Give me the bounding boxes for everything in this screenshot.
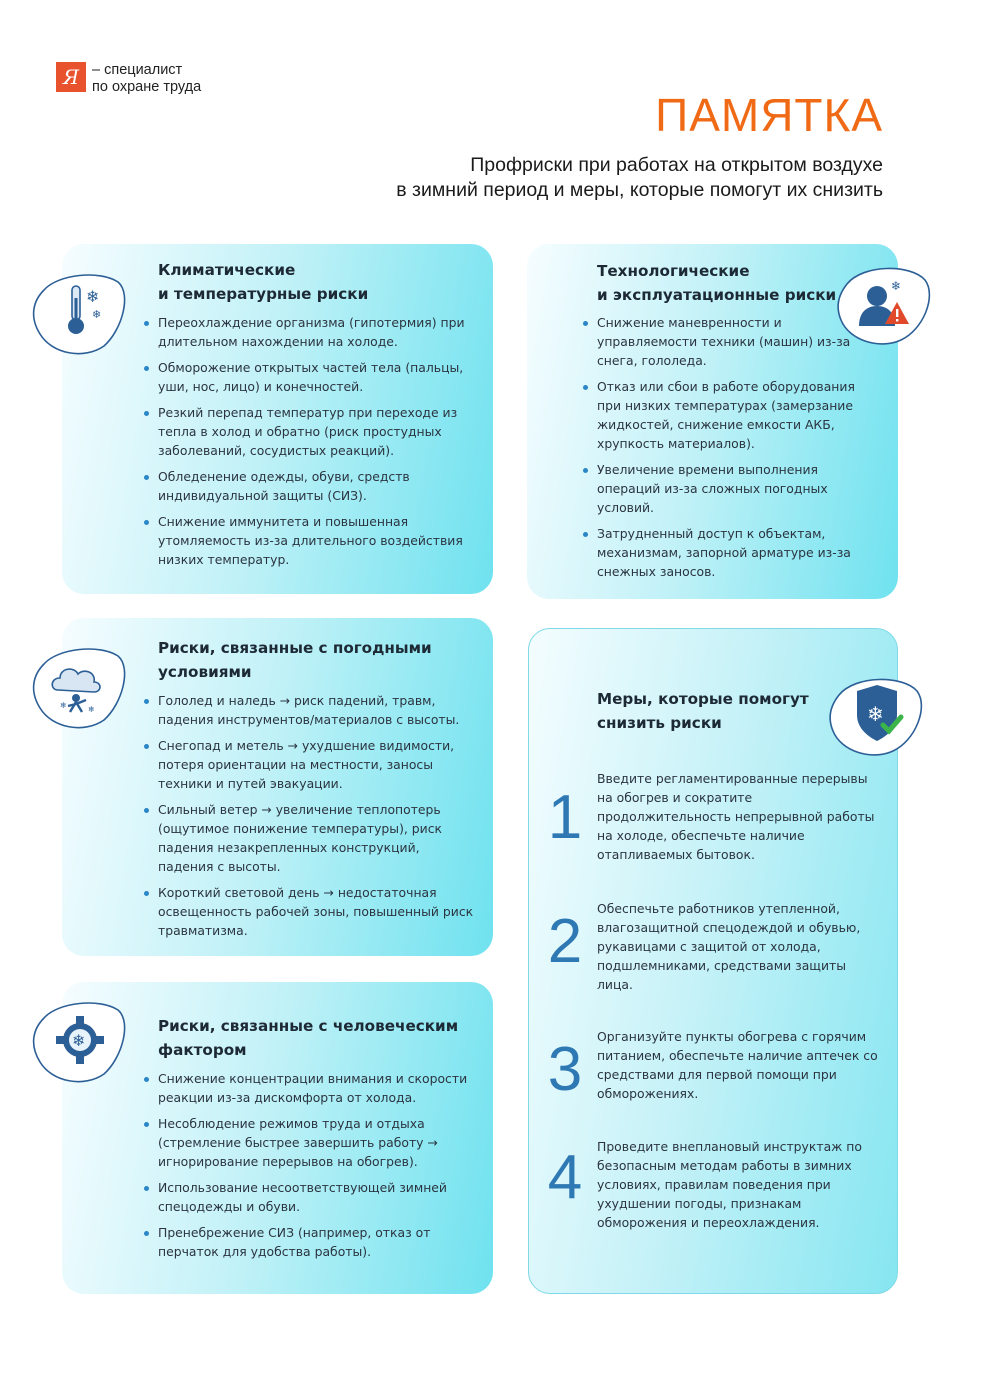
svg-text:❄: ❄: [92, 308, 102, 321]
step-number: 1: [547, 783, 583, 852]
snow-cloud-icon: [30, 642, 128, 730]
list-item: Снегопад и метель → ухудшение видимости, потеря ориентации на местности, заносы техники и путей эвакуации.: [142, 736, 475, 793]
title-line: Климатические: [158, 261, 296, 279]
step-text: Введите регламентированные перерывы на обогрев и сократите продолжительность непрерывной работы на холоде, обеспечьте наличие отапливаемых бытовок.: [597, 771, 875, 862]
title-line: и эксплуатационные риски: [597, 286, 837, 304]
list-item: Несоблюдение режимов труда и отдыха (стремление быстрее завершить работу → игнорирование перерывов на обогрев).: [142, 1114, 475, 1171]
shield-snowflake-check-icon: [827, 671, 925, 759]
list-item: Гололед и наледь → риск падений, травм, падения инструментов/материалов с высоты.: [142, 691, 475, 729]
weather-risks-card: [62, 618, 493, 956]
tech-risks-title: [597, 259, 836, 307]
human-risks-list: [142, 1069, 475, 1268]
step-number: 4: [547, 1143, 583, 1212]
list-item: Использование несоответствующей зимней спецодежды и обуви.: [142, 1178, 475, 1216]
page-title: ПАМЯТКА: [655, 89, 883, 141]
human-risks-card: [62, 982, 493, 1294]
step-text: Обеспечьте работников утепленной, влагозащитной спецодеждой и обувью, рукавицами с защитой от холода, подшлемниками, средствами защиты лица.: [597, 901, 861, 992]
list-item: Снижение иммунитета и повышенная утомляемость из-за длительного воздействия низких температур.: [142, 512, 475, 569]
step-number: 2: [547, 907, 583, 976]
svg-text:❄: ❄: [86, 287, 100, 306]
logo-mark: Я: [56, 62, 86, 92]
logo-text: [92, 62, 201, 96]
step-number: 3: [547, 1035, 583, 1104]
weather-risks-list: [142, 691, 475, 947]
logo: [56, 62, 201, 96]
list-item: Короткий световой день → недостаточная освещенность рабочей зоны, повышенный риск травматизма.: [142, 883, 475, 940]
list-item: Переохлаждение организма (гипотермия) при длительном нахождении на холоде.: [142, 313, 475, 351]
svg-text:❄: ❄: [72, 1031, 86, 1050]
svg-text:❄: ❄: [891, 279, 902, 293]
subtitle-line-2: в зимний период и меры, которые помогут их снизить: [396, 179, 883, 201]
climate-risks-card: [62, 244, 493, 594]
logo-line-2: по охране труда: [92, 79, 202, 95]
thermometer-snowflake-icon: [30, 268, 128, 356]
title-line: снизить риски: [597, 714, 722, 732]
step-text: Организуйте пункты обогрева с горячим питанием, обеспечьте наличие аптечек со средствами для первой помощи при обморожениях.: [597, 1029, 878, 1101]
climate-risks-list: [142, 313, 475, 576]
list-item: Пренебрежение СИЗ (например, отказ от перчаток для удобства работы).: [142, 1223, 475, 1261]
list-item: Обледенение одежды, обуви, средств индивидуальной защиты (СИЗ).: [142, 467, 475, 505]
svg-text:❄: ❄: [867, 702, 884, 726]
climate-risks-title: [158, 258, 368, 306]
title-line: условиями: [158, 663, 252, 681]
svg-text:❄: ❄: [88, 705, 95, 714]
title-line: Меры, которые помогут: [597, 690, 809, 708]
worker-warning-icon: [835, 260, 933, 348]
subtitle-line-1: Профриски при работах на открытом воздухе: [470, 154, 883, 176]
page-subtitle: [323, 153, 883, 203]
tech-risks-list: [581, 313, 878, 588]
weather-risks-title: [158, 636, 432, 684]
title-line: и температурные риски: [158, 285, 369, 303]
svg-text:❄: ❄: [60, 701, 67, 710]
step-text: Проведите внеплановый инструктаж по безопасным методам работы в зимних условиях, правилам поведения при ухудшении погоды, признакам обморожения и переохлаждения.: [597, 1139, 862, 1230]
list-item: Отказ или сбои в работе оборудования при низких температурах (замерзание жидкостей, снижение емкости АКБ, хрупкость материалов).: [581, 377, 878, 453]
title-line: Технологические: [597, 262, 750, 280]
human-risks-title: [158, 1014, 458, 1062]
list-item: Увеличение времени выполнения операций из-за сложных погодных условий.: [581, 460, 878, 517]
list-item: Сильный ветер → увеличение теплопотерь (ощутимое понижение температуры), риск падения незакрепленных конструкций, падения с высоты.: [142, 800, 475, 876]
list-item: Обморожение открытых частей тела (пальцы, уши, нос, лицо) и конечностей.: [142, 358, 475, 396]
title-line: Риски, связанные с человеческим: [158, 1017, 459, 1035]
list-item: Резкий перепад температур при переходе из тепла в холод и обратно (риск простудных заболеваний, сосудистых реакций).: [142, 403, 475, 460]
logo-line-1: – специалист: [92, 62, 183, 78]
measures-title: [597, 687, 809, 735]
gear-snowflake-icon: [30, 996, 128, 1084]
measures-card: [528, 628, 898, 1294]
title-line: Риски, связанные с погодными: [158, 639, 432, 657]
tech-risks-card: [527, 244, 902, 599]
title-line: фактором: [158, 1041, 247, 1059]
list-item: Затрудненный доступ к объектам, механизмам, запорной арматуре из-за снежных заносов.: [581, 524, 878, 581]
list-item: Снижение маневренности и управляемости техники (машин) из-за снега, гололеда.: [581, 313, 878, 370]
list-item: Снижение концентрации внимания и скорости реакции из-за дискомфорта от холода.: [142, 1069, 475, 1107]
